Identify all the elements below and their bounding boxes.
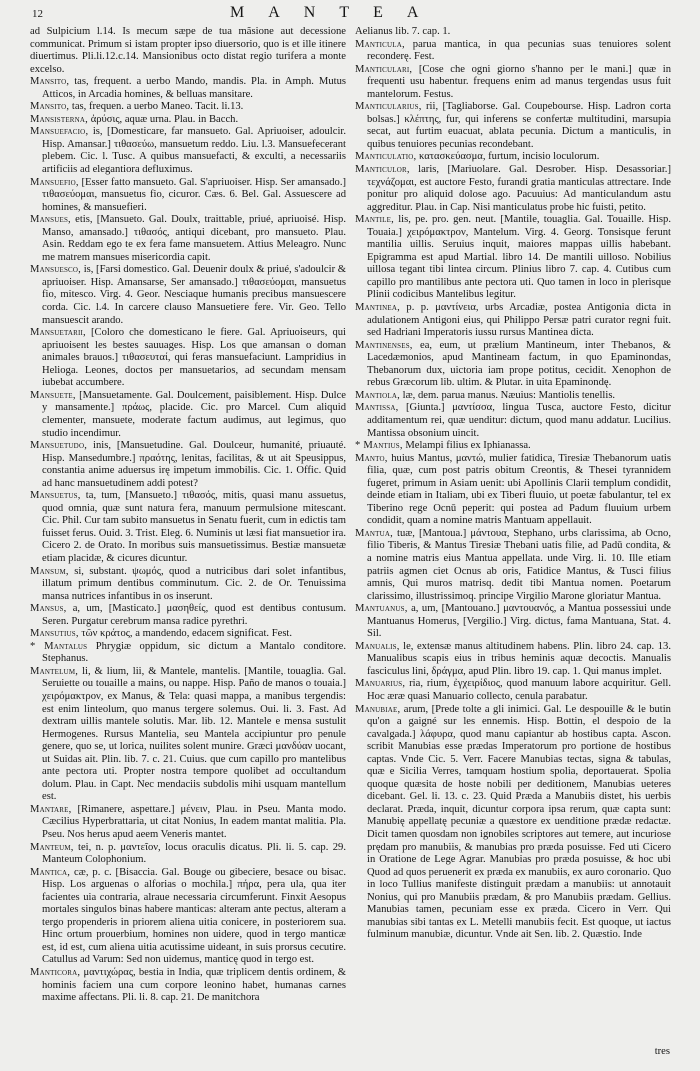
entry-text: lis, pe. pro. gen. neut. [Mantile, touaglia. Gal. Touaille. Hisp. Touaia.] χειρόμακτρον, Mantelum. Virg. 4. Georg. Tonsisque ferunt mantilia uillis. Seruius inquit, maiores mappas uillis habebant. Epigramma est apud Martial. libro 14. De mantili uilloso. Nobilius uillosa tegant tibi lintea circum. Plinius libro 7. cap. 4. Cutibus cum capillo pro mantilibus ante pectora uti. Quo tamen in loco in plerisque Plinii codicibus Mantelibus legitur.	[367, 214, 671, 301]
dictionary-entry	[30, 114, 346, 127]
entry-text: a, um, [Mantouano.] μαντουανός, a Mantua possessiui unde Mantuanus Homerus, [Vergilio.] Virg. dictus, fama Mantuana, Stat. 4. Sil.	[367, 603, 671, 640]
dictionary-entry	[30, 177, 346, 215]
entry-text: [Cose che ogni giorno s'hanno per le mani.] quæ in frequenti usu habentur. frequens enim ad manus tergendas usus fuit mantelorum. Festus.	[367, 63, 671, 100]
entry-text: ria, rium, ἐγχειρίδιος, quod manuum labore acquiritur. Gell. Hoc æræ quasi Manuario collecto, cenula parabatur.	[367, 678, 671, 702]
dictionary-entry	[355, 302, 671, 340]
entry-headword: Mansues,	[30, 214, 71, 226]
entry-text: [Esser fatto mansueto. Gal. S'apriuoiser. Hisp. Ser amansado.] τιθασεύομαι, mansuetus fio, cicuror. Cæs. 6. Bel. Gal. Assuescere ad homines, & mansuefieri.	[42, 176, 346, 213]
dictionary-entry	[355, 101, 671, 151]
entry-text: a, um, [Masticato.] μασηθείς, quod est dentibus contusum. Seren. Purgatur cerebrum mansa radice pyrethri.	[42, 603, 347, 627]
dictionary-entry	[30, 967, 346, 1005]
entry-text: etis, [Mansueto. Gal. Doulx, traittable, priué, apriuoisé. Hisp. Manso, amansado.] τιθασός, antiqui dicebant, pro mansueto. Plau. Asin. Reddam ego te ex fera fame mansuetem. Attius Meleagro. Nunc me matrem mansues misericordia capit.	[42, 214, 346, 263]
entry-headword: Mantiola,	[355, 389, 400, 401]
dictionary-entry	[30, 603, 346, 628]
entry-headword: Mansito,	[30, 76, 70, 88]
entry-text: κατασκεύασμα, furtum, incisio loculorum.	[418, 151, 600, 163]
dictionary-entry	[355, 440, 671, 453]
dictionary-entry	[30, 126, 346, 176]
page-header	[0, 4, 700, 24]
dictionary-entry	[30, 101, 346, 114]
dictionary-entry	[355, 64, 671, 102]
entry-text: tei, n. p. μαντεῖον, locus oraculis dicatus. Pli. li. 5. cap. 29. Manteum Colophonium.	[42, 841, 347, 866]
entry-text: arum, [Prede tolte a gli inimici. Gal. Le despouille & le butin qu'on a gaigné sur les ennemis. Hisp. Bottin, el despoio de la cavalgada.] λάφυρα, quod manu capiantur ab hostibus capta. Ascon. scribit Manubias esse prædas Imperatorum pro portione de hostibus captas. Vnde Cic. 5. Verr. Facere Manubias tectas, signa & tabulas, quæ e Sicilia Verres, tamquam hostium spolia, deportauerat. Spolia quoque quæsita de hoste nobili per deditionem, Manubias ueteres dicebant. Gel. li. 13. c. 23. Quid Præda a Manubiis distet, his uerbis declarat. Præda, inquit, dicuntur corpora ipsa rerum, quæ capta sunt: Manubię appellatę pecuniæ a quæstore ex uenditione prædæ redactæ. Dicit tamen quosdam non ignobiles scriptores aut temere, aut incuriose prędam pro manubiis, & manubias pro præda posuisse. Fed uti Cicero in Oratione de Lege Agrar. Manubias pro præda posuisse, & hoc ubi Quod ad quos peruenerit ex præda ex manubiis, ex auro coronario. Quo in loco Tullius manifeste distinguit prædam a manubiis: ut annotauit Nonius, qui pro Manubiis prædam, & pro Manubiis prædam. Gellius. Manubias tamen, pecuniam esse ex præda. Cicero in Verr. Qui manubias sibi tantas ex L. Metelli manubiis fecit. Est quoque, ut iactus fulminum manubiæ, dicuntur. Vnde ait Sen. lib. 2. Quæstio. Inde	[367, 703, 671, 941]
dictionary-entry	[355, 678, 671, 703]
entry-headword: Mantinea,	[355, 302, 400, 314]
entry-text: læ, dem. parua manus. Næuius: Mantiolis tenellis.	[402, 389, 616, 401]
entry-text: is, [Farsi domestico. Gal. Deuenir doulx & priué, s'adoulcir & apriuoiser. Hisp. Amansarse, Ser amansado.] τιθασεύομαι, mansuetus fio, mitesco. Virg. 4. Geor. Nesciaque humanis precibus mansuescere corda. Cic. l.4. In carcere clauso Mansuetiere fere. Vir. Geo. Tello mansuescit arando.	[42, 264, 346, 326]
entry-headword: * Mantalus	[30, 640, 88, 652]
entry-headword: Manticulor,	[355, 164, 410, 176]
entry-text: cæ, p. c. [Bisaccia. Gal. Bouge ou gibeciere, besace ou bisac. Hisp. Los arguenas o alforias o mochila.] πήρα, pera ula, qua iter facientes uia contraria, alraue necessaria circumferunt. Finxit Aesopus mortales singulos binas habere manticas: alteram ante pectus, alteram a tergo propenderis in priorem aliena uitia conicere, in posteriorem sua. Hinc ortum prouerbium, homines non uidere, quod in tergo manticæ est, id est, cum aliena uitia acutissime uideant, in suis prorsus cecutire. Catullus ad Varum: Sed non uidemus, manticę quod in tergo est.	[42, 866, 346, 966]
left-column	[30, 26, 346, 1005]
dictionary-entry	[355, 390, 671, 403]
entry-text: rii, [Tagliaborse. Gal. Coupebourse. Hisp. Ladron corta bolsas.] κλέπτης, fur, qui inferens se confertæ multitudini, marsupia secat, aut furtim euacuat, ablata pecunia. Dictum a manticulis, in quibus tenuiores pecunias recondebant.	[367, 101, 671, 150]
dictionary-entry	[30, 842, 346, 867]
entry-headword: Mansutius,	[30, 628, 79, 640]
entry-headword: * Mantius,	[355, 440, 403, 452]
entry-text: p. p. μαντίνεια, urbs Arcadiæ, postea Antigonia dicta in adulationem Antigoni eius, qui Philippo Persæ patri curator regni fuit. sed Hadriani Imperatoris iussu rursus Mantinea dicta.	[367, 302, 671, 339]
entry-headword: Mantelum,	[30, 665, 79, 677]
dictionary-entry	[355, 528, 671, 603]
dictionary-entry	[355, 151, 671, 164]
entry-text: [Giunta.] μαντίσσα, lingua Tusca, auctore Festo, dicitur additamentum rei, quæ uenditur: dictum, quod manu addatur. Lucilius. Mantissa obsonium uincit.	[367, 402, 671, 439]
entry-headword: Manticulatio,	[355, 151, 417, 163]
dictionary-entry	[355, 453, 671, 528]
entry-headword: Mansuete,	[30, 389, 76, 401]
dictionary-entry	[355, 214, 671, 302]
entry-text: huius Mantus, μαντώ, mulier fatidica, Tiresiæ Thebanorum uatis filia, quæ, cum post patris obitum Creontis, & Thesei tyrannidem fugeret, primum in Asiam uenit: ubi Apollinis Clarii templum condidit, deinde etiam in Italiam, ubi ex Tiberi fluuio, ut poetæ fabulantur, tel ex Tiberino rege Ocnū peperit: qui postea ad Padum fluuium urbem condidit, quam a nomine matris Mantuam appellauit.	[367, 452, 672, 527]
right-column	[355, 26, 671, 942]
entry-text: Aelianus lib. 7. cap. 1.	[355, 26, 451, 37]
dictionary-entry	[30, 628, 346, 641]
dictionary-entry	[30, 804, 346, 842]
dictionary-entry	[355, 39, 671, 64]
dictionary-entry	[355, 603, 671, 641]
page-number: 12	[32, 8, 43, 20]
entry-headword: Mansisterna,	[30, 113, 89, 125]
entry-headword: Mansuetus,	[30, 490, 81, 502]
entry-headword: Mansum,	[30, 565, 69, 577]
entry-headword: Manticora,	[30, 967, 81, 979]
entry-text: [Mansuetamente. Gal. Doulcement, paisiblement. Hisp. Dulce y mansamente.] πράως, placide. Cic. pro Marcel. Cum aliquid clementer, mansuete, moderate factum audimus, aut legimus, quo studio incendimur.	[42, 389, 346, 439]
entry-text: li, & lium, lii, & Mantele, mantelis. [Mantile, touaglia. Gal. Seruiette ou touaille a mains, ou nappe. Hisp. Paño de manos o touaia.] χειρόμακτρον, ex Manus, & Tela: quasi mappa, a manibus tergendis: est enim linteolum, quo manus tergere solemus. Oui. li. 3. Fast. Ad dextram uillis mantele solutis. Mar. lib. 12. Mantele e mensa sustulit Hermogenes. Rursus Mantelia, seu Mantela accipiuntur pro penule genere, quo se, ut lorica, nuilites solent munire. Græci μανδύαν uocant, ut Suidas ait. Plin. lib. 7. c. 21. Cuius. que cum capillo pro mantelibus ante pectora uti. Propter nostra tempore quolibet ad occultandum dolum. Plau. in Capt. Nec mendaciis subdolis mihi usquam mantellum est.	[42, 665, 346, 803]
dictionary-entry	[30, 666, 346, 804]
dictionary-entry	[30, 490, 346, 565]
entry-headword: Manuarius,	[355, 678, 406, 690]
dictionary-entry	[355, 402, 671, 440]
continued-text	[30, 26, 346, 76]
dictionary-entry	[30, 641, 346, 666]
entry-headword: Manticularius,	[355, 101, 422, 113]
dictionary-entry	[30, 76, 346, 101]
entry-headword: Mantare,	[30, 803, 72, 815]
entry-headword: Mantua,	[355, 527, 393, 539]
entry-text: is, [Domesticare, far mansueto. Gal. Apriuoiser, adoulcir. Hisp. Amansar.] τιθασεύω, mansuetum reddo. Liu. l.3. Mansuefecerant plebem. Cic. l. Tusc. A quibus mansuefacti, & exculti, a necessariis artificiis ad elegantiora defluximus.	[42, 126, 346, 176]
dictionary-entry	[30, 867, 346, 967]
dictionary-entry	[30, 264, 346, 327]
entry-headword: Mansuesco,	[30, 264, 82, 276]
entry-text: [Rimanere, aspettare.] μένειν, Plau. in Pseu. Manta modo. Cæcilius Hyperbrattaria, ut citat Nonius, In eadem mantat malitia. Pla. Pseu. Nos herus apud aeem Veneris mantet.	[42, 803, 346, 840]
entry-headword: Manteum,	[30, 841, 74, 853]
entry-text: μαντιχώρας, bestia in India, quæ triplicem dentis ordinem, & hominis faciem una cum corpore leonino habet, humanas carnes maxime affectans. Pli. li. 8. cap. 21. De manitchora	[42, 967, 347, 1004]
entry-text: [Coloro che domesticano le fiere. Gal. Apriuoiseurs, qui apriuoisent les bestes sauuages. Hisp. Los que amansan o doman animales brauos.] τιθασευταί, qui feras mansuefaciunt. Lampridius in Helioga. Leones, doctos per mansuetarios, ad secundam mensam iubebat accumbere.	[42, 327, 346, 389]
dictionary-entry	[30, 440, 346, 490]
entry-text: tas, frequen. a uerbo Maneo. Tacit. li.13.	[71, 101, 244, 113]
entry-text: parua mantica, in qua pecunias suas tenuiores solent reconderę. Fest.	[367, 38, 671, 63]
entry-headword: Manticulari,	[355, 63, 413, 75]
dictionary-entry	[355, 641, 671, 679]
entry-headword: Manualis,	[355, 640, 400, 652]
entry-headword: Mantica,	[30, 866, 71, 878]
entry-text: ad Sulpicium l.14. Is mecum sæpe de tua mãsione aut decessione communicat. Primum si istam propter ipso diuersorio, quo is et ille itinere diuertimus. Pli.li.12.c.14. Mansionibus octo distat regio turifera a monte excelso.	[30, 26, 346, 75]
entry-headword: Manubiae,	[355, 703, 401, 715]
entry-headword: Manto,	[355, 452, 388, 464]
dictionary-entry	[30, 327, 346, 390]
entry-text: tas, frequent. a uerbo Mando, mandis. Pla. in Amph. Mutus Atticos, in Arcadia homines, & belluas mansitare.	[42, 76, 346, 100]
entry-text: Phrygiæ oppidum, sic dictum a Mantalo conditore. Stephanus.	[42, 640, 346, 665]
continued-text	[355, 26, 671, 39]
entry-text: inis, [Mansuetudine. Gal. Doulceur, humanité, priuauté. Hisp. Mansedumbre.] πραότης, lenitas, facilitas, & ut ait Speusippus, constantia anime aduersus irę impetum immobilis. Cic. 1. Offic. Quid ad hanc mansuetudinem addi potest?	[42, 440, 346, 489]
dictionary-entry	[30, 214, 346, 264]
entry-headword: Mansuetudo,	[30, 440, 88, 452]
running-title: MANTEA	[230, 4, 443, 21]
entry-headword: Mansito,	[30, 101, 70, 113]
dictionary-entry	[30, 566, 346, 604]
entry-headword: Manticula,	[355, 38, 405, 50]
entry-text: ea, eum, ut prælium Mantineum, inter Thebanos, & Lacedæmonios, apud Mantineam factum, in quo Epaminondas, Thebanorum dux, uictoria iam prope potitus, cecidit. Xenophon de rebus Græcorum lib. ultim. & Plutar. in uita Epaminondę.	[367, 339, 671, 389]
entry-text: le, extensæ manus altitudinem habens. Plin. libro 24. cap. 13. Manualibus scapis eius in tribus heminis aquæ decoctis. Manualis fasciculus lini, δράγμα, apud Plin. libro 19. cap. 1. Qui manus implet.	[367, 640, 671, 677]
entry-text: ta, tum, [Mansueto.] τιθασός, mitis, quasi manu assuetus, quod omnia, quæ sunt natura fera, manuum permulsione mitescant. Cic. Phil. Cur tam subito mansuetus in Senatu fuerit, cum in edictis tam fuisset ferus. Ouid. 3. Trist. Eleg. 6. Numinis ut læsi fiat mansuetior ira. Cicero 2. de Orato. In moribus suis mansuetissimus. Bestiæ mansuetæ etiam placidæ, & cicures dicuntur.	[42, 490, 346, 564]
entry-text: si, substant. ψωμός, quod a nutricibus dari solet infantibus, illatum primum dentibus comminutum. Cic. 2. de Or. Tenuissima mansa nutrices infantibus in os inserunt.	[42, 565, 346, 602]
dictionary-entry	[355, 340, 671, 390]
entry-headword: Mansuefio,	[30, 176, 79, 188]
entry-text: ἀρύσις, aquæ urna. Plau. in Bacch.	[90, 113, 239, 125]
entry-text: laris, [Mariuolare. Gal. Desrober. Hisp. Desassoriar.] τεχνάζομαι, est auctore Festo, furandi gratia manticulas attrectare. Inde ponitur pro aliquid dolose ago. Pacuuius: Ad manticulandum astu aggreditur. Plau. in Cap. Nisi manticulatus probe hic fuisti, petito.	[367, 164, 671, 213]
entry-headword: Mansuetarii,	[30, 327, 86, 339]
entry-headword: Mantinenses,	[355, 339, 413, 351]
entry-text: τῶν κράτος, a mandendo, edacem significat. Fest.	[81, 628, 293, 640]
dictionary-entry	[355, 704, 671, 942]
entry-text: tuæ, [Mantoua.] μάντουα, Stephano, urbs clarissima, ab Ocno, filio Tiberis, & Mantus Tiresiæ Thebani uatis filie, ad Padū condita, & a nomine matris eius Mantua appellata. unde Virg. li. 10. Ille etiam patriis agmen ciet Ocnus ab oris, Fatidice Mantus, & Tusci filius amnis, Qui muros matrisq. dedit tibi Mantua nomen. Poetarum clarissimo, illustrissimoq. principe Virgilio Marone gloriatur Mantua.	[367, 527, 671, 602]
entry-text: Melampi filius ex Iphianassa.	[405, 440, 531, 452]
entry-headword: Mantile,	[355, 214, 394, 226]
entry-headword: Mantissa,	[355, 402, 399, 414]
entry-headword: Mansuefacio,	[30, 126, 89, 138]
entry-headword: Mantuanus,	[355, 603, 408, 615]
dictionary-entry	[30, 390, 346, 440]
dictionary-entry	[355, 164, 671, 214]
catchword: tres	[654, 1046, 670, 1057]
entry-headword: Mansus,	[30, 603, 67, 615]
